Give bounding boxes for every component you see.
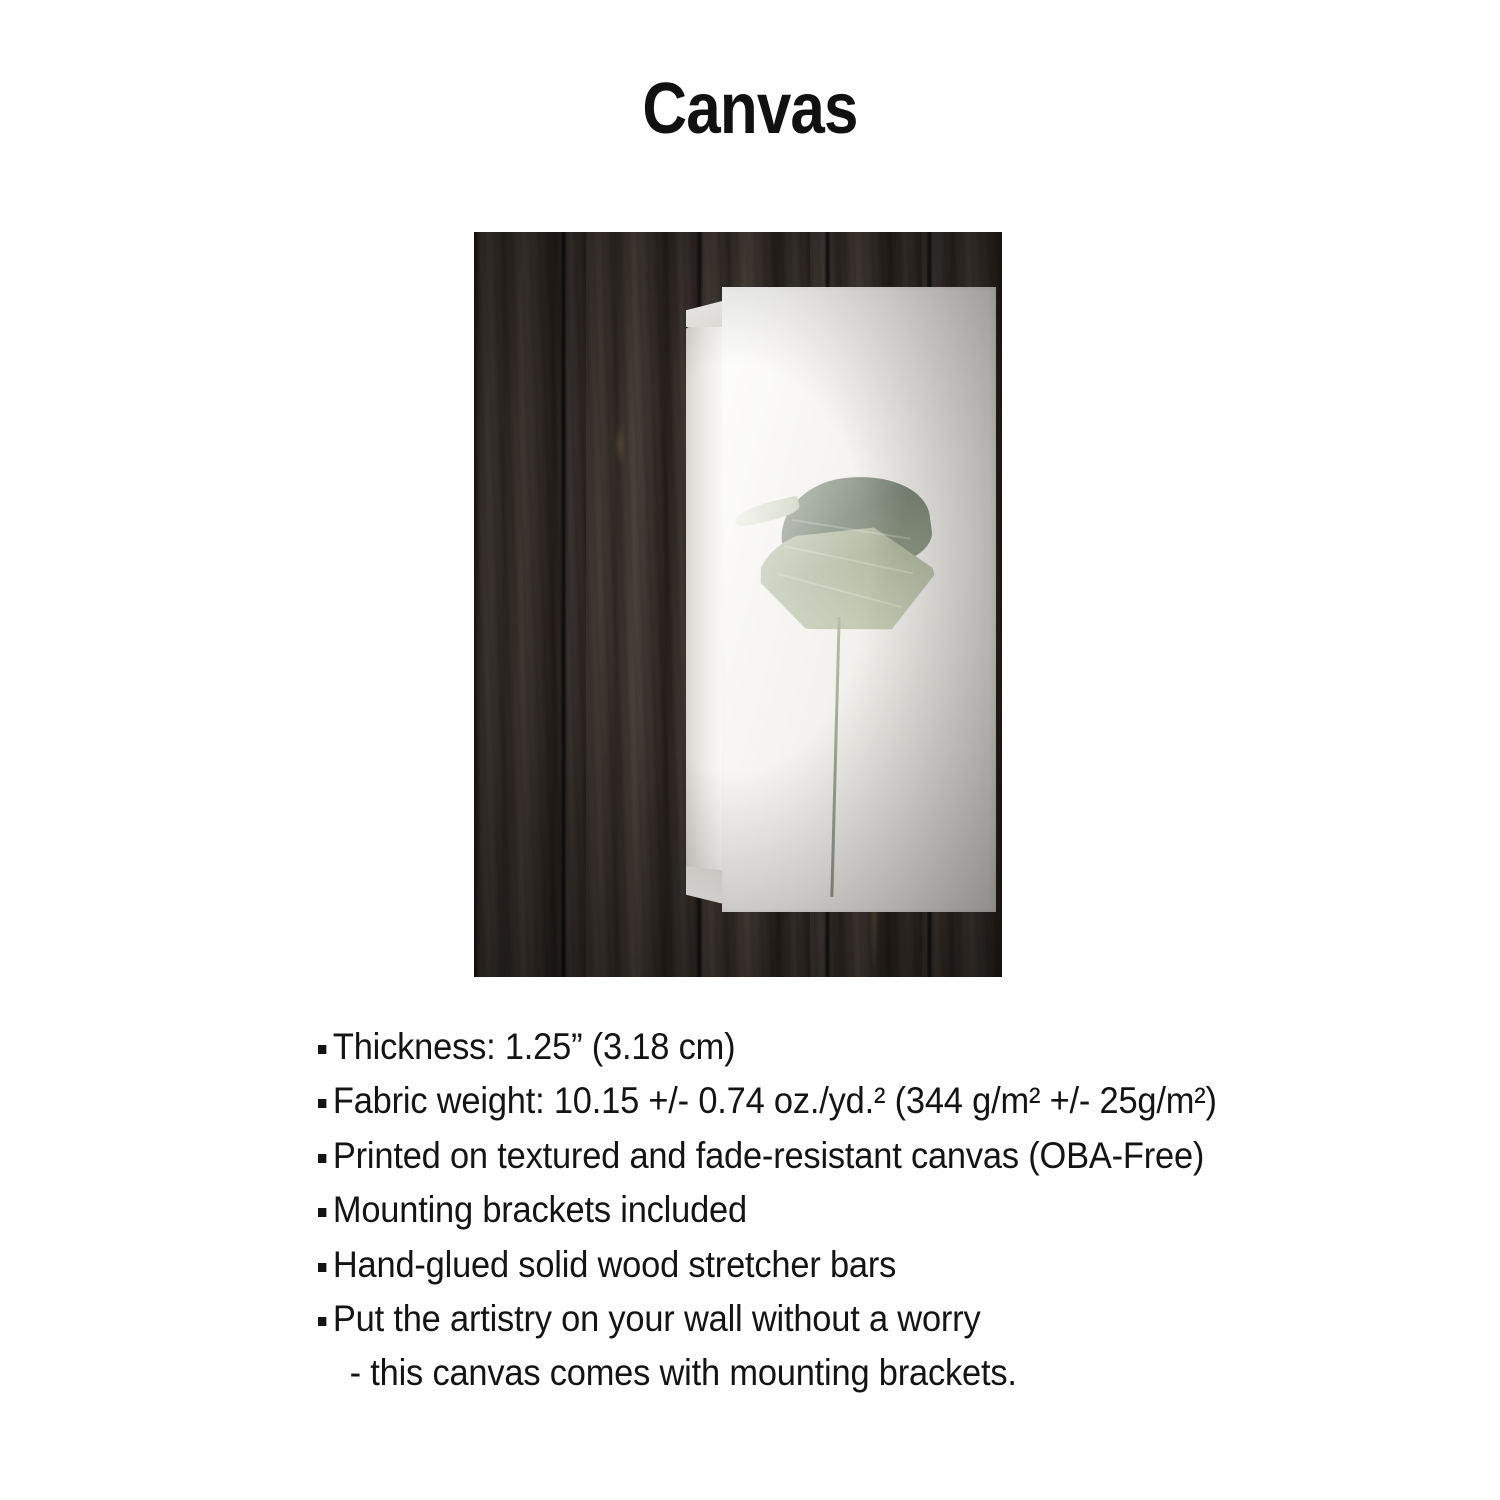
- spec-item: [318, 1074, 1248, 1128]
- bullet-icon: [318, 1208, 326, 1217]
- bullet-icon: [318, 1045, 326, 1054]
- spec-item: [318, 1292, 1248, 1346]
- spec-text: Fabric weight: 10.15 +/- 0.74 oz./yd.² (344 g/m² +/- 25g/m²): [332, 1080, 1217, 1122]
- photo-vignette: [474, 232, 1002, 977]
- bullet-icon: [318, 1317, 326, 1326]
- spec-text: Printed on textured and fade-resistant canvas (OBA-Free): [332, 1134, 1205, 1176]
- spec-item: [318, 1129, 1248, 1183]
- page-title: Canvas: [642, 69, 858, 149]
- spec-continuation: - this canvas comes with mounting brackets.: [349, 1352, 1017, 1394]
- spec-text: Put the artistry on your wall without a worry: [332, 1297, 981, 1339]
- spec-text: Hand-glued solid wood stretcher bars: [332, 1243, 897, 1285]
- spec-text: Mounting brackets included: [332, 1189, 747, 1231]
- bullet-icon: [318, 1263, 326, 1272]
- spec-list: [318, 1020, 1318, 1401]
- spec-item: [318, 1183, 1248, 1237]
- spec-item: [318, 1020, 1248, 1074]
- spec-item: [318, 1238, 1248, 1292]
- bullet-icon: [318, 1154, 326, 1163]
- bullet-icon: [318, 1099, 326, 1108]
- product-image: [474, 232, 1002, 977]
- spec-text: Thickness: 1.25” (3.18 cm): [332, 1026, 736, 1067]
